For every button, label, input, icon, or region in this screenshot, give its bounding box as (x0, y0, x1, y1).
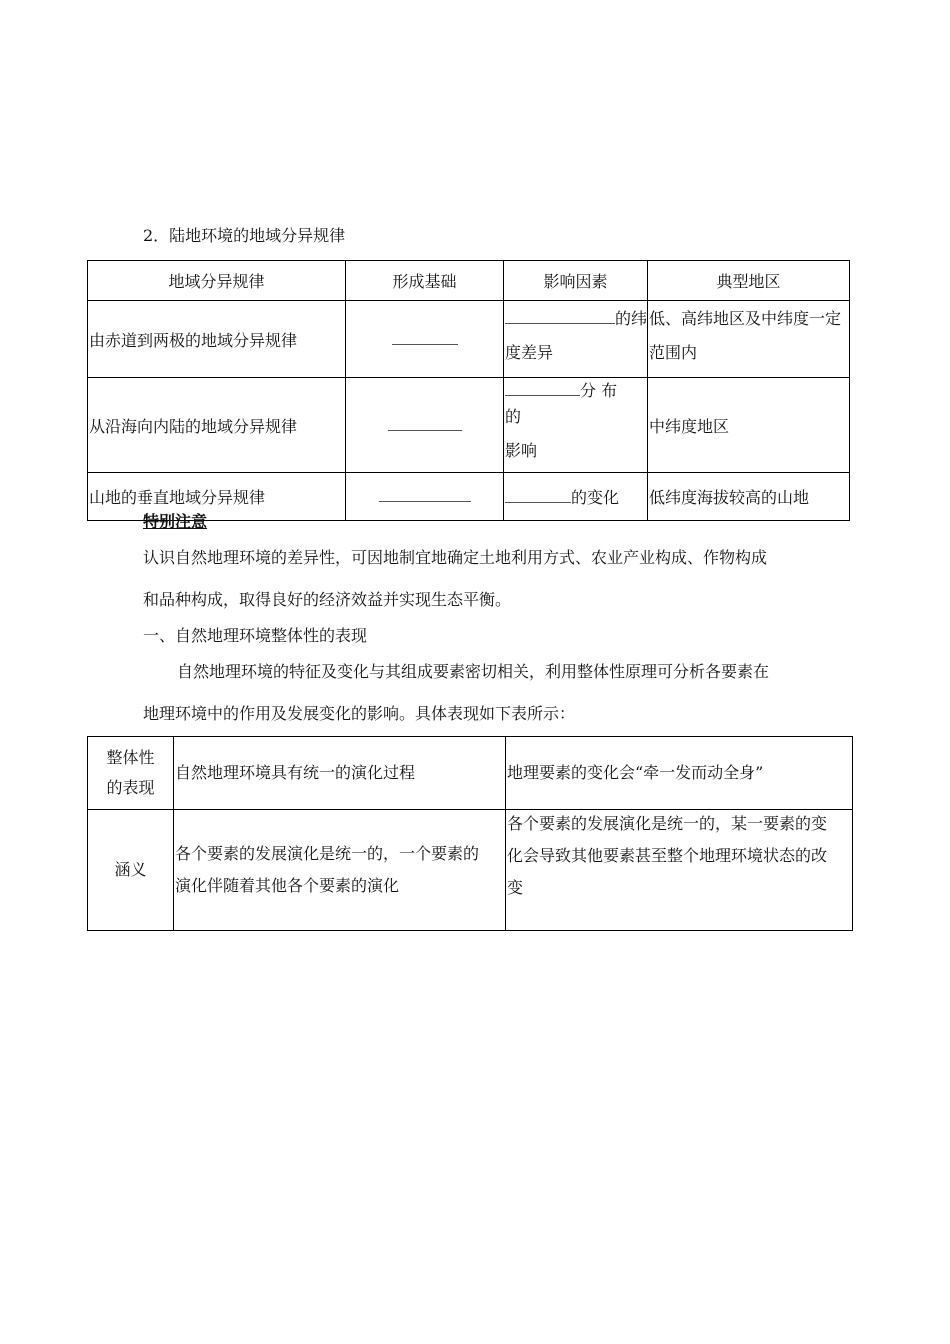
table-row (88, 378, 850, 473)
table-row (88, 301, 850, 378)
row-label-cell (88, 737, 174, 810)
table-header-cell: 地域分异规律 (88, 261, 346, 301)
row-label-text: 的表现 (106, 778, 155, 797)
content-cell (174, 737, 506, 810)
table-row (88, 810, 853, 931)
table-header-cell: 典型地区 (648, 261, 850, 301)
factor-cell (504, 473, 648, 521)
factor-text: 分 布 的 (505, 381, 634, 426)
content-text: 各个要素的发展演化是统一的，一个要素的 (175, 844, 480, 863)
law-text: 山地的垂直地域分异规律 (89, 488, 266, 507)
row-label-text: 整体性 (106, 748, 155, 767)
special-note-title: 特别注意 (143, 512, 208, 531)
fill-in-blank (388, 416, 462, 431)
regional-differentiation-table (87, 260, 850, 521)
fill-in-blank (505, 381, 580, 396)
content-text: 化会导致其他要素甚至整个地理环境状态的改 (507, 846, 828, 865)
factor-text: 的变化 (571, 488, 620, 507)
region-cell (648, 378, 850, 473)
content-cell (174, 810, 506, 931)
content-cell (506, 810, 853, 931)
law-text: 由赤道到两极的地域分异规律 (89, 330, 298, 350)
region-text: 范围内 (649, 343, 698, 362)
basis-cell (346, 378, 504, 473)
note-paragraph-line: 和品种构成，取得良好的经济效益并实现生态平衡。 (143, 590, 512, 609)
section-heading-wholeness: 一、自然地理环境整体性的表现 (143, 626, 368, 645)
content-cell (506, 737, 853, 810)
table-header-cell: 形成基础 (346, 261, 504, 301)
content-text: 自然地理环境具有统一的演化过程 (175, 763, 416, 782)
region-text: 低、高纬地区及中纬度一定 (649, 309, 842, 328)
factor-cell (504, 301, 648, 378)
region-text: 中纬度地区 (649, 416, 730, 436)
content-text: 演化伴随着其他各个要素的演化 (175, 876, 400, 895)
factor-text: 影响 (505, 441, 538, 460)
basis-cell (346, 473, 504, 521)
table-header-row (88, 261, 850, 301)
content-text: 变 (507, 878, 524, 897)
law-cell (88, 378, 346, 473)
fill-in-blank (505, 309, 615, 324)
wholeness-table (87, 736, 853, 931)
factor-text: 度差异 (505, 343, 554, 362)
row-label-text: 涵义 (114, 860, 147, 879)
section-heading-regional-differentiation: 2．陆地环境的地域分异规律 (143, 226, 346, 245)
law-text: 从沿海向内陆的地域分异规律 (89, 416, 298, 436)
content-text: 各个要素的发展演化是统一的，某一要素的变 (507, 814, 828, 833)
row-label-cell (88, 810, 174, 931)
region-cell (648, 473, 850, 521)
region-text: 低纬度海拔较高的山地 (649, 488, 810, 507)
fill-in-blank (392, 330, 458, 345)
content-text: 地理要素的变化会“牵一发而动全身” (507, 763, 764, 782)
fill-in-blank (505, 488, 571, 503)
basis-cell (346, 301, 504, 378)
table-row (88, 737, 853, 810)
note-paragraph-line: 认识自然地理环境的差异性，可因地制宜地确定土地利用方式、农业产业构成、作物构成 (143, 548, 768, 567)
section-paragraph-line: 地理环境中的作用及发展变化的影响。具体表现如下表所示： (143, 704, 576, 723)
factor-cell (504, 378, 648, 473)
factor-text: 的纬 (615, 309, 648, 328)
region-cell (648, 301, 850, 378)
law-cell (88, 301, 346, 378)
table-header-cell: 影响因素 (504, 261, 648, 301)
fill-in-blank (379, 487, 471, 502)
section-paragraph-line: 自然地理环境的特征及变化与其组成要素密切相关，利用整体性原理可分析各要素在 (177, 662, 770, 681)
law-cell (88, 473, 346, 521)
